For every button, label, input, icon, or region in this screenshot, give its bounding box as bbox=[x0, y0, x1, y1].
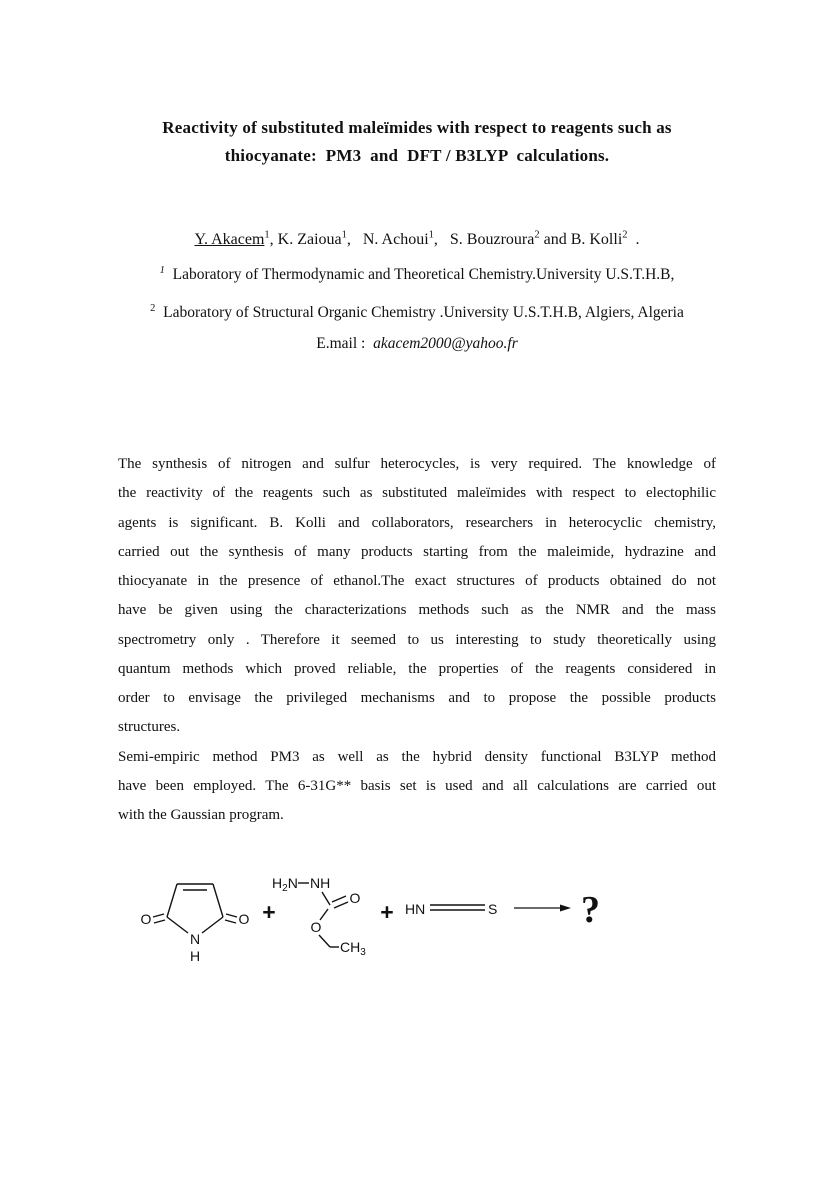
unknown-product-question-mark: ? bbox=[581, 889, 600, 931]
abstract-line: the reactivity of the reagents such as substituted maleïmides with respect to electophilic bbox=[118, 485, 716, 502]
carbazate-carbonyl-oxygen-label: O bbox=[349, 890, 361, 906]
abstract-line: The synthesis of nitrogen and sulfur heterocycles, is very required. The knowledge of bbox=[118, 456, 716, 472]
affiliation-2-text: Laboratory of Structural Organic Chemistry .University U.S.T.H.B, Algiers, Algeria bbox=[155, 304, 684, 321]
author-kolli: and B. Kolli bbox=[539, 231, 623, 248]
isothiocyanate-sulfur-label: S bbox=[488, 901, 498, 917]
authors-end-period: . bbox=[627, 231, 640, 248]
abstract-line: spectrometry only . Therefore it seemed to us interesting to study theoretically using bbox=[118, 631, 716, 648]
author-bouzroura-affiliation-mark: 2 bbox=[534, 229, 540, 241]
abstract-line: quantum methods which proved reliable, the properties of the reagents considered in bbox=[118, 660, 716, 677]
abstract-line: thiocyanate in the presence of ethanol.The exact structures of products obtained do not bbox=[118, 573, 716, 589]
reaction-scheme-drawing bbox=[138, 858, 643, 978]
isothiocyanate-structure bbox=[405, 901, 497, 917]
author-akacem: Y. Akacem bbox=[194, 231, 265, 248]
affiliation-1-mark: 1 bbox=[159, 264, 165, 276]
abstract-line: structures. bbox=[118, 719, 181, 736]
paper-title-line2: thiocyanate: PM3 and DFT / B3LYP calculations. bbox=[224, 146, 610, 165]
maleimide-structure bbox=[141, 884, 250, 964]
abstract-line: with the Gaussian program. bbox=[118, 807, 284, 823]
abstract-body bbox=[118, 450, 716, 830]
paper-title-line1: Reactivity of substituted maleïmides with respect to reagents such as bbox=[162, 118, 672, 137]
author-kolli-affiliation-mark: 2 bbox=[622, 229, 628, 241]
abstract-line: have be given using the characterizations methods such as the NMR and the mass bbox=[118, 602, 716, 619]
author-akacem-affiliation-mark: 1 bbox=[264, 229, 270, 241]
abstract-line: Semi-empiric method PM3 as well as the hybrid density functional B3LYP method bbox=[118, 748, 716, 765]
maleimide-oxygen-right-label: O bbox=[238, 911, 250, 927]
affiliation-1 bbox=[0, 266, 834, 284]
plus-sign-2: + bbox=[380, 899, 394, 925]
carbazate-ester-oxygen-label: O bbox=[310, 919, 322, 935]
email-line bbox=[0, 335, 834, 353]
abstract-line: have been employed. The 6-31G** basis set is used and all calculations are carried out bbox=[118, 777, 716, 794]
maleimide-oxygen-left-label: O bbox=[140, 911, 152, 927]
abstract-line: order to envisage the privileged mechanisms and to propose the possible products bbox=[118, 690, 716, 706]
maleimide-nitrogen-label: N bbox=[189, 931, 201, 947]
author-zaioua-affiliation-mark: 1 bbox=[341, 229, 347, 241]
author-bouzroura: , S. Bouzroura bbox=[433, 231, 535, 248]
author-zaioua: , K. Zaioua bbox=[269, 231, 342, 248]
reaction-arrow bbox=[514, 905, 571, 912]
email-label: E.mail : bbox=[316, 335, 374, 352]
maleimide-nh-hydrogen-label: H bbox=[189, 948, 201, 964]
affiliation-2-mark: 2 bbox=[150, 302, 156, 314]
affiliation-1-text: Laboratory of Thermodynamic and Theoretical Chemistry.University U.S.T.H.B, bbox=[164, 266, 675, 283]
paper-title bbox=[0, 114, 834, 170]
ethyl-carbazate-structure bbox=[272, 875, 366, 958]
plus-sign-1: + bbox=[262, 899, 276, 925]
carbazate-methyl-label: $CH_3$ bbox=[340, 939, 366, 958]
abstract-line: agents is significant. B. Kolli and collaborators, researchers in heterocyclic chemistry, bbox=[118, 514, 716, 531]
affiliation-2 bbox=[0, 304, 834, 322]
carbazate-h2n-label: $H_2N$ bbox=[272, 875, 298, 894]
author-achoui-affiliation-mark: 1 bbox=[428, 229, 434, 241]
authors-line bbox=[0, 229, 834, 251]
abstract-line: carried out the synthesis of many products starting from the maleimide, hydrazine and bbox=[118, 543, 716, 560]
carbazate-nh-label: NH bbox=[310, 875, 331, 891]
email-address[interactable]: akacem2000@yahoo.fr bbox=[373, 335, 518, 352]
isothiocyanate-hn-label: HN bbox=[405, 901, 426, 917]
reaction-scheme bbox=[138, 858, 643, 978]
author-achoui: , N. Achoui bbox=[346, 231, 429, 248]
